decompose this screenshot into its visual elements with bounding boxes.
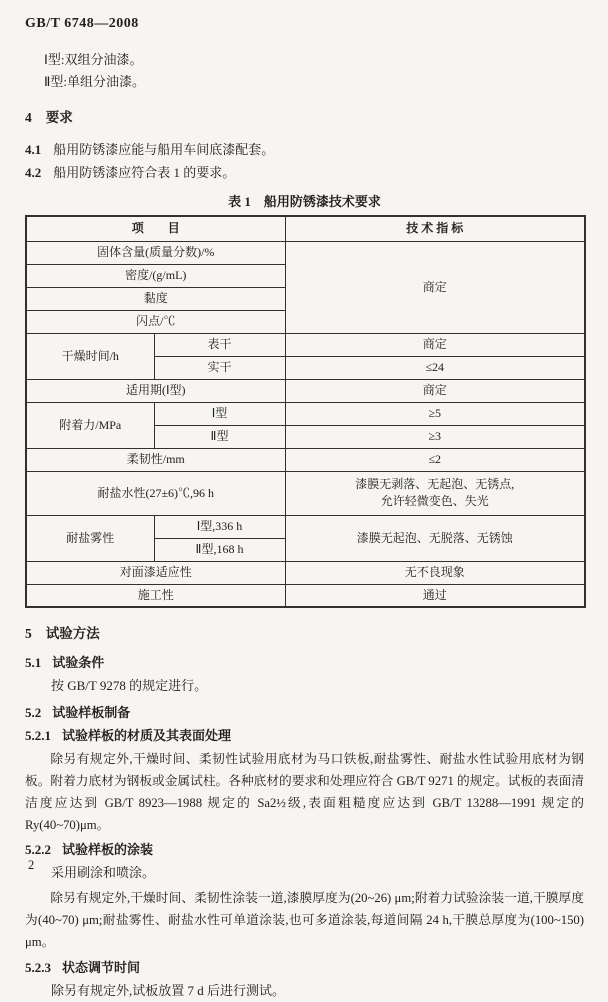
section-5-2-2-heading	[25, 840, 584, 859]
cell-workability: 施工性	[26, 584, 285, 607]
type-definitions	[44, 49, 584, 93]
table-row	[26, 402, 585, 425]
cell-workability-spec: 通过	[285, 584, 585, 607]
cell-hard-dry-spec: ≤24	[285, 356, 585, 379]
table-row	[26, 379, 585, 402]
cell-flexibility: 柔韧性/mm	[26, 448, 285, 471]
cell-topcoat-spec: 无不良现象	[285, 561, 585, 584]
cell-flash-point: 闪点/℃	[26, 310, 285, 333]
clause-4-2	[25, 161, 584, 184]
type-2-definition: Ⅱ型:单组分油漆。	[44, 74, 146, 89]
cell-salt-water-spec	[285, 471, 585, 515]
section-5-2-3-body: 除另有规定外,试板放置 7 d 后进行测试。	[51, 983, 286, 998]
cell-topcoat: 对面漆适应性	[26, 561, 285, 584]
cell-flexibility-spec: ≤2	[285, 448, 585, 471]
table-row	[26, 448, 585, 471]
clause-4-1-text: 船用防锈漆应能与船用车间底漆配套。	[53, 142, 275, 157]
cell-salt-water: 耐盐水性(27±6)℃,96 h	[26, 471, 285, 515]
section-4-heading	[25, 109, 584, 127]
cell-salt-spray-spec: 漆膜无起泡、无脱落、无锈蚀	[285, 515, 585, 561]
section-5-1-heading	[25, 653, 584, 672]
table-row	[26, 561, 585, 584]
section-5-2-2-title: 试验样板的涂装	[62, 842, 154, 857]
section-5-2-1-heading	[25, 726, 584, 745]
section-4-number: 4	[25, 110, 32, 125]
cell-salt-spray: 耐盐雾性	[26, 515, 154, 561]
cell-adhesion-type2: Ⅱ型	[154, 425, 285, 448]
clause-4-2-text: 船用防锈漆应符合表 1 的要求。	[53, 165, 236, 180]
section-5-2-2-body-2: 除另有规定外,干燥时间、柔韧性涂装一道,漆膜厚度为(20~26) μm;附着力试验涂装一道,干膜厚度为(40~70) μm;耐盐雾性、耐盐水性可单道涂装,也可多道涂装,每道间隔 24 h,干膜总厚度为(100~150) μm。	[25, 891, 584, 949]
cell-surface-dry: 表干	[154, 333, 285, 356]
section-5-2-3-number: 5.2.3	[25, 960, 51, 975]
cell-negotiated-merged: 商定	[285, 241, 585, 333]
section-4-title: 要求	[45, 110, 73, 125]
section-5-2-2-number: 5.2.2	[25, 842, 51, 857]
table-row	[26, 241, 585, 264]
cell-solid-content: 固体含量(质量分数)/%	[26, 241, 285, 264]
table-header-row	[26, 216, 585, 241]
section-5-1-title: 试验条件	[52, 655, 105, 670]
salt-water-spec-line-2: 允许轻微变色、失光	[380, 494, 489, 508]
section-5-2-3-heading	[25, 958, 584, 977]
section-5-2-number: 5.2	[25, 705, 42, 720]
requirements-table	[25, 215, 586, 608]
section-5-1-number: 5.1	[25, 655, 42, 670]
page-number: 2	[28, 858, 35, 872]
standard-code: GB/T 6748—2008	[25, 16, 139, 31]
column-header-item: 项 目	[26, 216, 285, 241]
cell-adhesion: 附着力/MPa	[26, 402, 154, 448]
cell-dry-time: 干燥时间/h	[26, 333, 154, 379]
section-5-2-2-body-1: 采用刷涂和喷涂。	[51, 865, 156, 880]
cell-adhesion-type1-spec: ≥5	[285, 402, 585, 425]
section-5-2-title: 试验样板制备	[52, 705, 131, 720]
cell-adhesion-type2-spec: ≥3	[285, 425, 585, 448]
type-1-definition: Ⅰ型:双组分油漆。	[44, 52, 143, 67]
section-5-2-1-number: 5.2.1	[25, 728, 51, 743]
section-5-2-1-body: 除另有规定外,干燥时间、柔韧性试验用底材为马口铁板,耐盐雾性、耐盐水性试验用底材为钢板。附着力底材为钢板或金属试柱。各种底材的要求和处理应符合 GB/T 9271 的规定。试板的表面清洁度应达到 GB/T 8923—1988 规定的 Sa2½级,表面粗糙度应达到 GB/T 13288—1991 规定的 Ry(40~70)μm。	[25, 752, 584, 832]
cell-pot-life: 适用期(Ⅰ型)	[26, 379, 285, 402]
table-row	[26, 333, 585, 356]
section-5-number: 5	[25, 626, 32, 641]
cell-salt-spray-type1: Ⅰ型,336 h	[154, 515, 285, 538]
section-5-heading	[25, 625, 584, 643]
section-5-2-3-title: 状态调节时间	[62, 960, 141, 975]
clause-4-2-number: 4.2	[25, 165, 42, 180]
table-row	[26, 471, 585, 515]
cell-salt-spray-type2: Ⅱ型,168 h	[154, 538, 285, 561]
cell-hard-dry: 实干	[154, 356, 285, 379]
column-header-spec: 技 术 指 标	[285, 216, 585, 241]
cell-density: 密度/(g/mL)	[26, 264, 285, 287]
cell-pot-life-spec: 商定	[285, 379, 585, 402]
table-row	[26, 584, 585, 607]
section-5-2-1-title: 试验样板的材质及其表面处理	[62, 728, 232, 743]
table-1-title: 表 1 船用防锈漆技术要求	[228, 194, 381, 209]
clause-4-1	[25, 138, 584, 161]
clause-4-1-number: 4.1	[25, 142, 42, 157]
table-row	[26, 515, 585, 538]
section-5-title: 试验方法	[45, 626, 100, 641]
section-5-2-heading	[25, 703, 584, 722]
cell-viscosity: 黏度	[26, 287, 285, 310]
section-5-1-body: 按 GB/T 9278 的规定进行。	[51, 678, 208, 693]
cell-surface-dry-spec: 商定	[285, 333, 585, 356]
cell-adhesion-type1: Ⅰ型	[154, 402, 285, 425]
salt-water-spec-line-1: 漆膜无剥落、无起泡、无锈点,	[355, 477, 515, 491]
